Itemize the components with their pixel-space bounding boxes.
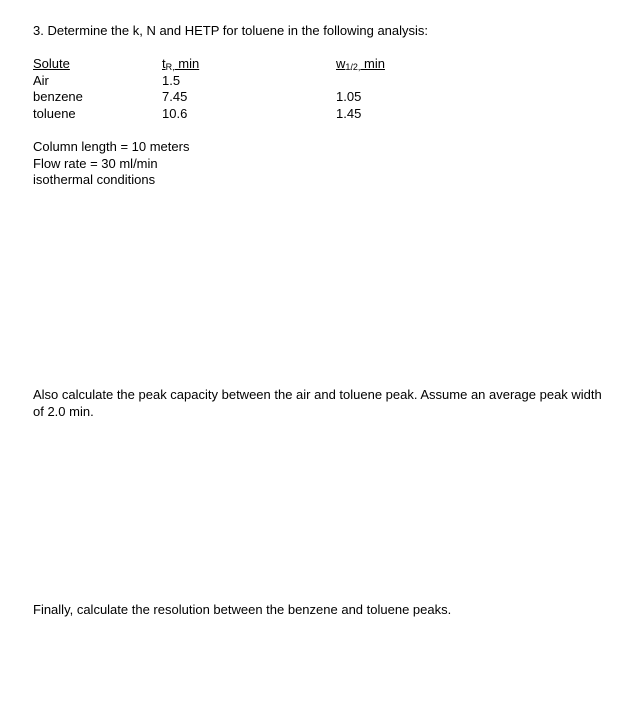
peak-width-column xyxy=(336,56,385,122)
solute-benzene: benzene xyxy=(33,89,83,104)
question-title: 3. Determine the k, N and HETP for toluene in the following analysis: xyxy=(33,23,429,38)
condition-isothermal: isothermal conditions xyxy=(33,172,156,187)
w-toluene: 1.45 xyxy=(336,105,362,121)
solute-column xyxy=(33,56,83,122)
solute-header: Solute xyxy=(33,56,70,71)
retention-time-header: $t_{R,}$ min xyxy=(162,56,200,72)
condition-flow-rate: Flow rate = 30 ml/min xyxy=(33,155,158,171)
w-benzene: 1.05 xyxy=(336,89,362,104)
part2-text: Also calculate the peak capacity between the air and toluene peak. Assume an average peak width of 2.0 min. xyxy=(33,387,602,419)
tr-benzene: 7.45 xyxy=(162,89,188,104)
retention-time-column xyxy=(162,56,199,122)
peak-width-header: $w_{1/2,}$ min xyxy=(336,56,385,72)
condition-column-length: Column length = 10 meters xyxy=(33,139,190,154)
solute-air: Air xyxy=(33,72,49,88)
w-air xyxy=(336,73,385,90)
part3-text: Finally, calculate the resolution between the benzene and toluene peaks. xyxy=(33,602,452,617)
tr-air: 1.5 xyxy=(162,72,181,88)
conditions-block xyxy=(33,139,189,189)
tr-toluene: 10.6 xyxy=(162,105,188,121)
solute-toluene: toluene xyxy=(33,105,76,121)
